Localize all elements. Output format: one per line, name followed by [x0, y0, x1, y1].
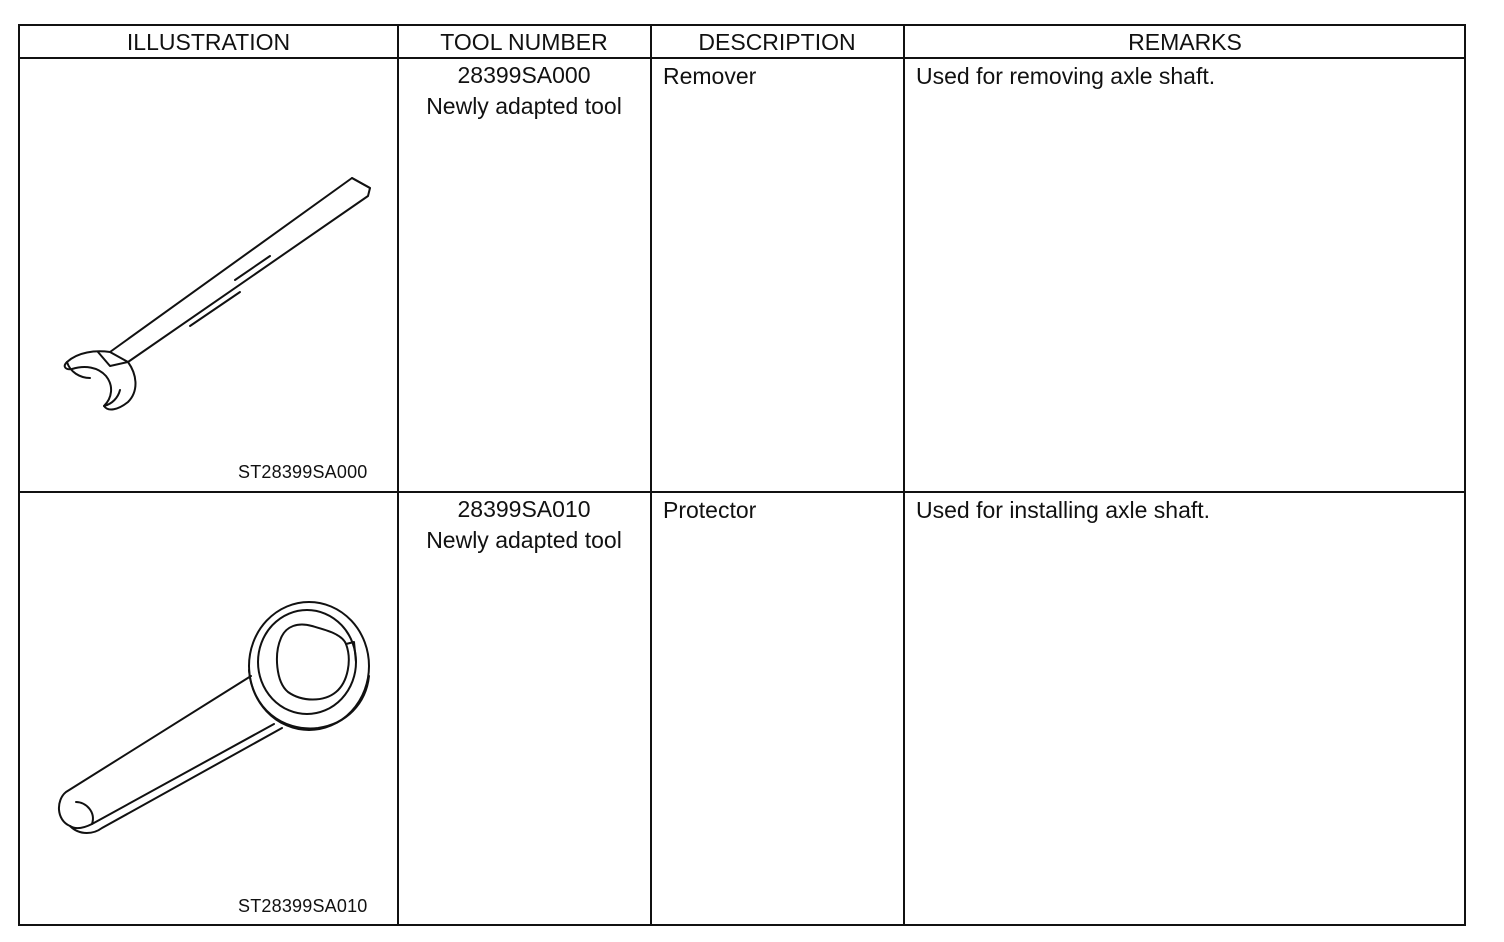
tool-note: Newly adapted tool [426, 93, 622, 119]
illustration-tag: ST28399SA000 [238, 462, 368, 482]
remarks: Used for installing axle shaft. [916, 497, 1211, 523]
tool-number: 28399SA010 [457, 496, 591, 522]
row-divider [20, 491, 1464, 493]
description: Remover [663, 63, 757, 89]
column-divider [397, 26, 399, 924]
remarks: Used for removing axle shaft. [916, 63, 1216, 89]
column-divider [903, 26, 905, 924]
remover-wrench-icon [40, 166, 380, 416]
header-divider [20, 57, 1464, 59]
header-tool-number: TOOL NUMBER [440, 29, 608, 55]
description: Protector [663, 497, 757, 523]
illustration-tag: ST28399SA010 [238, 896, 368, 916]
tool-note: Newly adapted tool [426, 527, 622, 553]
protector-ring-icon [36, 596, 376, 846]
header-illustration: ILLUSTRATION [126, 29, 291, 55]
header-description: DESCRIPTION [698, 29, 856, 55]
special-tools-table [18, 24, 1466, 926]
column-divider [650, 26, 652, 924]
tool-number: 28399SA000 [457, 62, 591, 88]
header-remarks: REMARKS [1128, 29, 1242, 55]
